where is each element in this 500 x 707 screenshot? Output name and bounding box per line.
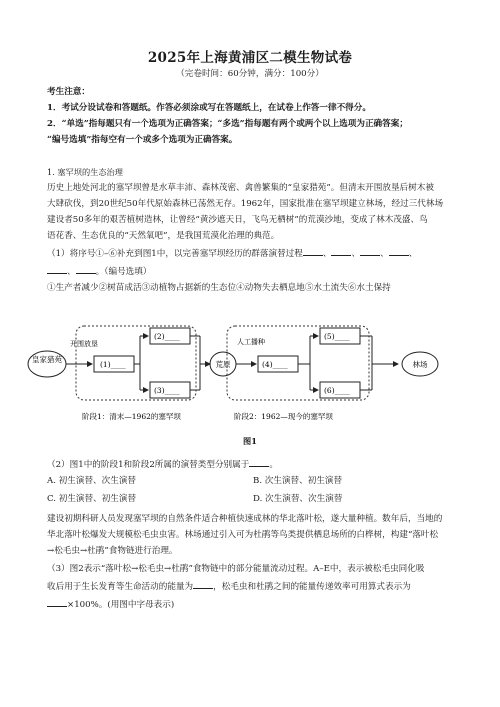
option-d[interactable]: D. 次生演替、次生演替 (253, 494, 343, 504)
sub-question-3 (47, 563, 467, 612)
answer-blank[interactable] (331, 246, 351, 256)
answer-blank[interactable] (389, 246, 409, 256)
paragraph-line: →松毛虫→杜鹃”食物链进行治理。 (47, 546, 178, 556)
paragraph-line: 大肆砍伐，到20世纪50年代原始森林已荡然无存。1962年，国家批准在塞罕坝建立林场，经过三代林场 (47, 199, 444, 209)
answer-blank[interactable] (249, 457, 269, 467)
option-b[interactable]: B. 次生演替、初生演替 (253, 476, 343, 486)
page-title: 2025年上海黄浦区二模生物试卷 (147, 50, 353, 66)
stage-2-label: 阶段2：1962—现今的塞罕坝 (234, 412, 333, 421)
question-1 (47, 166, 467, 295)
sub-question-3-line-1: （3）图2表示“落叶松→松毛虫→杜鹃”食物链中的部分能量流动过程。A–E中，表示被松毛虫同化吸 (47, 564, 425, 574)
sub-question-2-end: 。 (269, 460, 278, 470)
answer-blank[interactable] (76, 264, 96, 274)
page-subtitle: （完卷时间：60分钟，满分：100分） (176, 69, 324, 79)
sub-question-3-line-2a: 收后用于生长发育等生命活动的能量为 (47, 582, 194, 592)
arrow-label: 开围放垦 (70, 340, 98, 348)
sub-question-1-cont: 、 。（编号选填） (47, 264, 467, 279)
paragraph-line: 华北落叶松爆发大规模松毛虫虫害。林场通过引入可为杜鹃等鸟类提供栖息场所的白桦树，构建“落叶松 (47, 530, 439, 540)
answer-blank[interactable] (47, 597, 67, 607)
answer-blank[interactable] (47, 264, 67, 274)
stage-1-label: 阶段1：清末—1962的塞罕坝 (82, 412, 181, 421)
notice-section (47, 86, 467, 147)
option-c[interactable]: C. 初生演替、初生演替 (47, 494, 137, 504)
paragraph-line: 建设者50多年的艰苦植树造林，让曾经“黄沙遮天日，飞鸟无栖树”的荒漠沙地，变成了林木茂盛、鸟 (47, 215, 428, 225)
paragraph-line: 语花香、生态优良的“天然氧吧”，是我国荒漠化治理的典范。 (47, 231, 280, 241)
sub-question-1-tail: 。（编号选填） (95, 267, 152, 277)
blank-box-4-label: (4)____ (262, 360, 288, 369)
sub-question-1-text: （1）将序号①–⑥补充到图1中，以完善塞罕坝经历的群落演替过程 (47, 249, 303, 259)
sub-question-1: （1）将序号①–⑥补充到图1中，以完善塞罕坝经历的群落演替过程 、 、 、 、 (47, 246, 467, 261)
sub-question-1-options: ①生产者减少②树苗成活③动植物占据新的生态位④动物失去栖息地⑤水土流失⑥水土保持 (47, 283, 391, 293)
notice-item-2b: “编号选填”指每空有一个或多个选项为正确答案。 (47, 135, 238, 145)
paragraph-line: 历史上地处河北的塞罕坝曾是水草丰沛、森林茂密、禽兽繁集的“皇家猎苑”。但清末开围放垦后树木被 (47, 183, 434, 193)
blank-box-5-label: (5)____ (324, 332, 350, 341)
sub-question-2-text: （2）图1中的阶段1和阶段2所属的演替类型分别属于 (47, 460, 250, 470)
blank-box-3-label: (3)____ (154, 386, 180, 395)
option-a[interactable]: A. 初生演替、次生演替 (47, 476, 137, 486)
notice-heading: 考生注意： (47, 87, 90, 97)
paragraph-line: 建设初期科研人员发现塞罕坝的自然条件适合种植快速成林的华北落叶松，遂大量种植。数年后，当地的 (47, 514, 443, 524)
notice-item-2a: 2．“单选”指每题只有一个选项为正确答案；“多选”指每题有两个或两个以上选项为正确答案； (47, 119, 408, 129)
question-heading: 1. 塞罕坝的生态治理 (47, 167, 123, 177)
answer-blank[interactable] (303, 246, 323, 256)
blank-box-2-label: (2)____ (154, 332, 180, 341)
sub-question-3-line-2b: ，松毛虫和杜鹃之间的能量传递效率可用算式表示为 (213, 582, 411, 592)
sub-question-2 (47, 457, 467, 472)
figure-1-diagram (20, 324, 480, 428)
answer-blank[interactable] (360, 246, 380, 256)
sub-question-2-options (47, 475, 467, 515)
blank-box-6-label: (6)____ (324, 386, 350, 395)
notice-item-1: 1．考试分设试卷和答题纸。作答必须涂或写在答题纸上，在试卷上作答一律不得分。 (47, 103, 371, 113)
figure-1-caption: 图1 (243, 436, 257, 446)
answer-blank[interactable] (193, 579, 213, 589)
sub-question-3-line-3: ×100%。(用图中字母表示) (67, 600, 175, 610)
arrow-label-2: 人工播种 (237, 338, 265, 346)
end-node-label: 林场 (412, 360, 428, 369)
start-node-label: 皇家猎苑 (32, 355, 62, 364)
middle-node-label: 荒原 (215, 360, 231, 369)
paragraph-2 (47, 513, 467, 558)
blank-box-1-label: (1)____ (100, 360, 126, 369)
